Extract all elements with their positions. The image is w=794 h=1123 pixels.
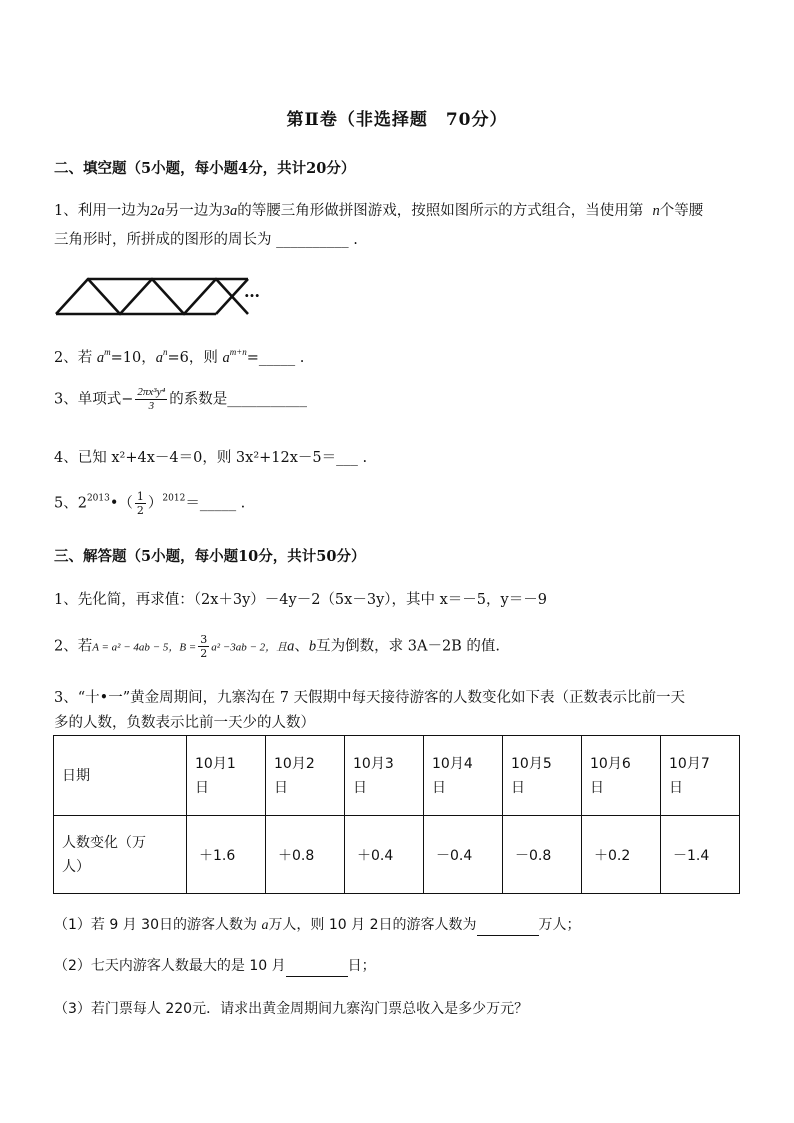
table-header-date: 日期 — [54, 736, 187, 816]
date-3: 10月3 日 — [353, 755, 394, 796]
q2-exp-3: m+n — [229, 347, 247, 357]
triangle-figure — [54, 276, 264, 318]
question-2-4: 4、已知 x²+4x－4＝0，则 3x²+12x－5＝___ . — [54, 450, 368, 466]
question-3-3-sub1 — [54, 914, 581, 936]
table-cell-date — [345, 736, 424, 816]
section-heading-fill-blank: 二、填空题（5小题，每小题4分，共计20分） — [54, 160, 356, 177]
figure-ellipsis: … — [244, 282, 260, 301]
q2-base-3: a — [222, 350, 230, 366]
q3-2-denominator: 2 — [200, 647, 208, 660]
q5-prefix: 5、2 — [54, 495, 87, 512]
q1-var-3a: 3a — [222, 203, 238, 219]
date-7: 10月7 日 — [669, 755, 710, 796]
q2-base-1: a — [96, 350, 105, 366]
q5-fraction — [135, 490, 146, 517]
sub2-suffix: 日； — [347, 958, 376, 974]
table-row-changes — [54, 816, 740, 894]
q3-2-var-a: a — [287, 638, 295, 655]
q5-close: ） — [147, 495, 163, 512]
date-2: 10月2 日 — [274, 755, 315, 796]
table-header-change — [54, 816, 187, 894]
q1-text-d: 个等腰 — [659, 203, 704, 219]
q3-2-B-post: a² −3ab − 2，且 — [211, 641, 288, 654]
q3-suffix: 的系数是___________ — [169, 391, 308, 408]
table-cell-change: －0.4 — [424, 816, 503, 894]
visitor-change-table — [53, 735, 740, 894]
question-3-2 — [54, 633, 500, 660]
date-4: 10月4 日 — [432, 755, 473, 796]
q5-numerator: 1 — [136, 490, 144, 503]
q2-base-2: a — [155, 350, 163, 366]
question-3-3-line2: 多的人数，负数表示比前一天少的人数） — [54, 715, 315, 731]
q2-mid-2: =6，则 — [167, 350, 218, 366]
answer-blank — [286, 960, 348, 977]
page-title: 第Ⅱ卷（非选择题 70分） — [286, 110, 508, 130]
question-2-1-line1 — [54, 199, 703, 220]
sub1-var-a: a — [261, 918, 269, 933]
question-2-3 — [54, 386, 307, 413]
q1-text-c: 的等腰三角形做拼图游戏，按照如图所示的方式组合，当使用第 — [237, 203, 644, 219]
question-3-3-sub2 — [54, 955, 376, 977]
question-3-3-line1: 3、“十•一”黄金周期间，九寨沟在 7 天假期中每天接待游客的人数变化如下表（正数表示比前一天 — [54, 690, 686, 706]
table-cell-date — [661, 736, 740, 816]
sub2-prefix: （2）七天内游客人数最大的是 10 月 — [54, 958, 286, 974]
q2-prefix: 2、若 — [54, 350, 93, 366]
q5-exp-2: 2012 — [162, 493, 186, 504]
sub1-prefix: （1）若 9 月 30日的游客人数为 — [54, 917, 262, 933]
section-heading-solve: 三、解答题（5小题，每小题10分，共计50分） — [54, 548, 366, 565]
date-1: 10月1 日 — [195, 755, 236, 796]
table-cell-change: －1.4 — [661, 816, 740, 894]
date-5: 10月5 日 — [511, 755, 552, 796]
change-header-text: 人数变化（万 人） — [62, 834, 146, 875]
q3-minus: − — [121, 391, 134, 408]
table-cell-change: ＋0.4 — [345, 816, 424, 894]
q3-2-fraction — [198, 633, 209, 660]
q3-2-prefix: 2、若 — [54, 638, 93, 655]
question-3-3-sub3: （3）若门票每人 220元．请求出黄金周期间九寨沟门票总收入是多少万元？ — [54, 1001, 529, 1017]
q3-2-B-pre: B = — [179, 641, 197, 654]
table-cell-change: ＋1.6 — [187, 816, 266, 894]
sub1-mid: 万人，则 10 月 2日的游客人数为 — [268, 917, 477, 933]
q2-mid-1: =10， — [110, 350, 156, 366]
q3-numerator: 2πx³y⁴ — [137, 386, 166, 398]
table-cell-date — [187, 736, 266, 816]
q3-denominator: 3 — [148, 400, 155, 412]
q1-var-2a: 2a — [150, 203, 165, 219]
answer-blank — [477, 919, 539, 936]
table-cell-date — [503, 736, 582, 816]
table-cell-date — [582, 736, 661, 816]
q3-2-mid: 、 — [294, 638, 309, 655]
table-cell-date — [424, 736, 503, 816]
date-6: 10月6 日 — [590, 755, 631, 796]
q3-2-numerator: 3 — [200, 633, 208, 646]
table-cell-change: ＋0.8 — [266, 816, 345, 894]
q3-prefix: 3、单项式 — [54, 391, 122, 408]
q2-exp-2: n — [162, 347, 168, 357]
question-2-1-line2: 三角形时，所拼成的图形的周长为 __________ . — [54, 232, 358, 248]
q5-exp-1: 2013 — [86, 493, 110, 504]
question-3-1: 1、先化简，再求值：（2x＋3y）－4y－2（5x－3y），其中 x＝－5，y＝－9 — [54, 592, 547, 608]
q3-2-suffix: 互为倒数，求 3A－2B 的值. — [316, 638, 501, 655]
q1-var-n: n — [652, 203, 660, 219]
q3-fraction — [135, 386, 167, 413]
sub1-suffix: 万人； — [538, 917, 581, 933]
table-cell-change: －0.8 — [503, 816, 582, 894]
question-2-2 — [54, 346, 304, 367]
q2-suffix: =_____ . — [246, 350, 305, 366]
question-2-5 — [54, 490, 245, 517]
q1-text-a: 1、利用一边为 — [54, 203, 151, 219]
q5-suffix: ＝_____ . — [185, 495, 246, 512]
q3-2-A-expr: A = a² − 4ab − 5， — [92, 641, 180, 654]
table-cell-change: ＋0.2 — [582, 816, 661, 894]
q5-mid: •（ — [109, 495, 133, 512]
q3-2-var-b: b — [308, 638, 317, 655]
q2-exp-1: m — [104, 347, 111, 357]
q5-denominator: 2 — [136, 504, 144, 517]
table-row-dates — [54, 736, 740, 816]
table-cell-date — [266, 736, 345, 816]
q1-text-b: 另一边为 — [164, 203, 223, 219]
